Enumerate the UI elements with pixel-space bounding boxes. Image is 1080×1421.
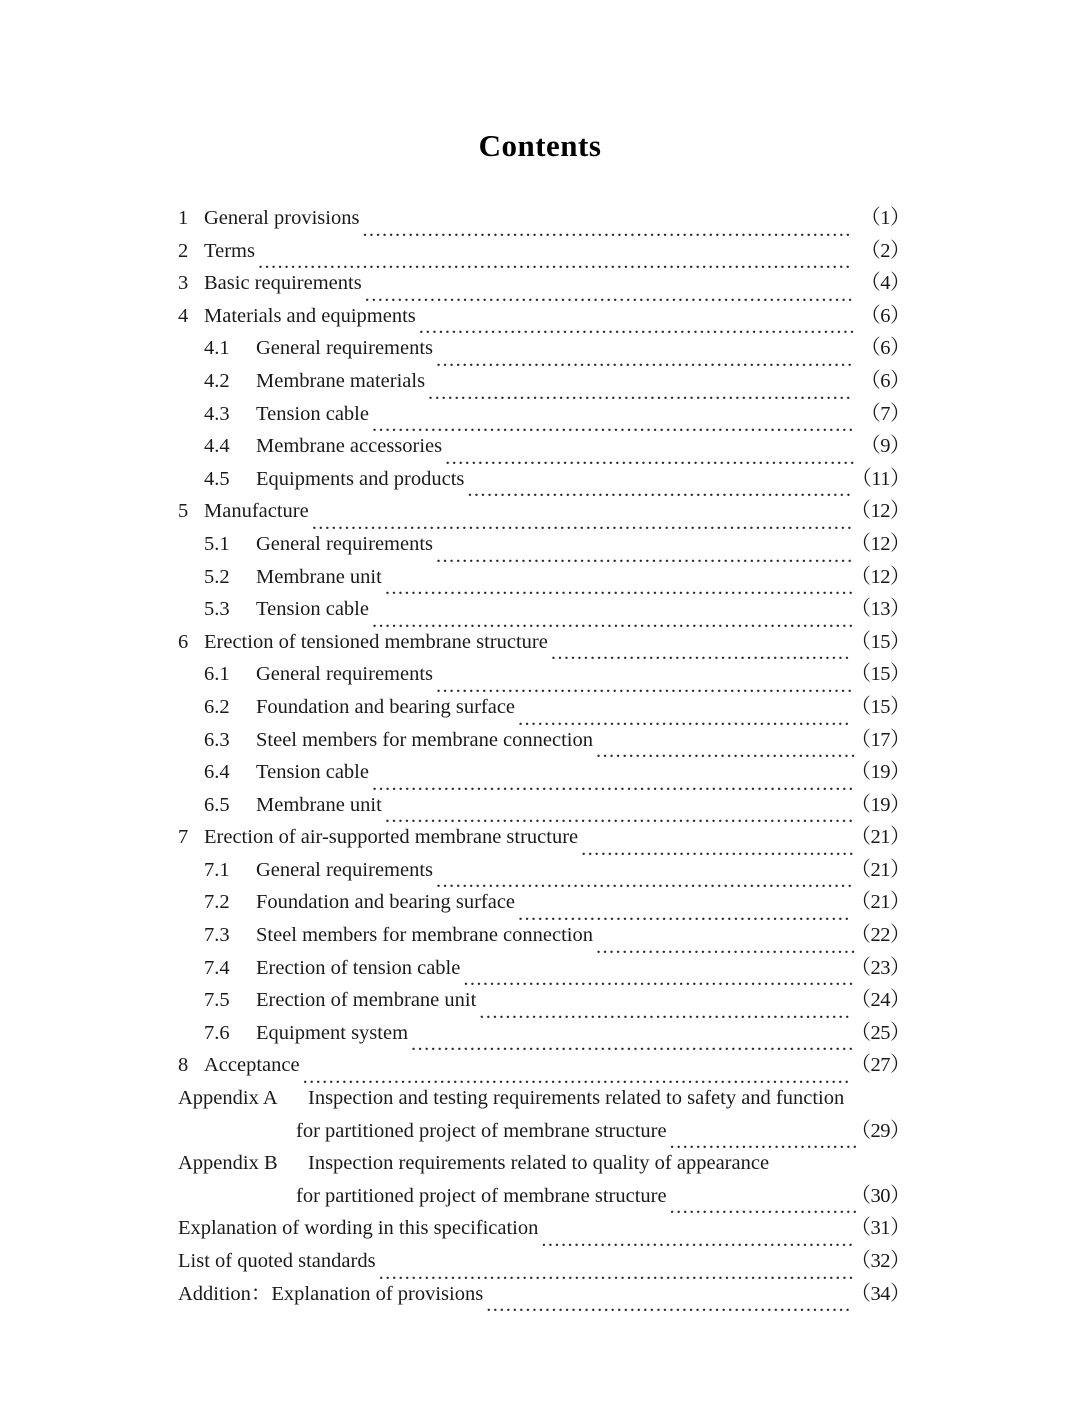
dot-leader: ........................................................ — [486, 1294, 852, 1317]
toc-entry-number: 7.4 — [204, 956, 230, 979]
toc-entry-label: Membrane unit — [256, 565, 382, 588]
toc-entry-number: 7.1 — [204, 858, 230, 881]
toc-entry-label: General requirements — [256, 858, 434, 881]
toc-entry[interactable] — [178, 593, 910, 632]
toc-entry-label: Erection of air-supported membrane structure — [204, 826, 579, 849]
toc-entry-number: 6.3 — [204, 728, 230, 751]
toc-entry-label: Erection of membrane unit — [256, 989, 477, 1012]
toc-entry-label: Materials and equipments — [204, 304, 416, 327]
toc-entry-number: 6.2 — [204, 695, 230, 718]
dot-leader: .......................................................................... — [371, 414, 855, 437]
toc-entry-number: 6.5 — [204, 793, 230, 816]
toc-entry[interactable] — [178, 398, 910, 437]
toc-entry-label: Membrane materials — [256, 369, 426, 392]
dot-leader: ......................................................................... — [378, 1261, 855, 1284]
appendix-page-number: （29） — [850, 1119, 910, 1142]
toc-entry-page-number: （21） — [850, 826, 910, 849]
toc-entry-number: 7.2 — [204, 891, 230, 914]
toc-entry-label: Membrane accessories — [256, 435, 443, 458]
toc-entry-number: 4.4 — [204, 435, 230, 458]
toc-entry-number: 7.5 — [204, 989, 230, 1012]
toc-entry-page-number: （31） — [850, 1217, 910, 1240]
toc-entry[interactable] — [178, 724, 910, 763]
toc-entry-number: 2 — [178, 239, 189, 262]
toc-entry[interactable] — [178, 854, 910, 893]
toc-entry-page-number: （15） — [850, 663, 910, 686]
page-title: Contents — [478, 128, 602, 163]
dot-leader: ................................................................ — [436, 348, 854, 371]
toc-entry-number: 8 — [178, 1054, 189, 1077]
appendix-tag: Appendix B — [178, 1152, 278, 1175]
dot-leader: ........................................ — [595, 935, 857, 958]
dot-leader: .......................................................................... — [371, 772, 855, 795]
appendix-page-number: （30） — [850, 1184, 910, 1207]
toc-entry[interactable] — [178, 789, 910, 828]
toc-entry[interactable] — [178, 1049, 910, 1089]
dot-leader: .................................................................... — [411, 1033, 855, 1056]
dot-leader: .......................................................................... — [371, 609, 855, 632]
toc-entry-page-number: （23） — [850, 956, 910, 979]
toc-entry[interactable] — [178, 267, 910, 306]
toc-entry-page-number: （6） — [860, 369, 910, 392]
toc-entry[interactable] — [178, 1245, 910, 1284]
toc-entry-number: 1 — [178, 207, 189, 229]
appendix-title-line-2: for partitioned project of membrane structure — [296, 1119, 667, 1142]
dot-leader: ................................................ — [541, 1229, 855, 1251]
dot-leader: ............................. — [669, 1196, 859, 1219]
toc-entry-number: 6.1 — [204, 663, 230, 686]
dot-leader: ................................................................ — [436, 544, 854, 567]
toc-entry[interactable] — [178, 1278, 910, 1317]
toc-entry-number: 3 — [178, 272, 189, 295]
toc-entry[interactable] — [178, 756, 910, 795]
toc-entry-page-number: （6） — [860, 337, 910, 360]
toc-entry-page-number: （2） — [860, 239, 910, 262]
dot-leader: ............................. — [669, 1131, 859, 1154]
toc-entry[interactable] — [178, 886, 910, 926]
toc-entry[interactable] — [178, 821, 910, 860]
dot-leader: .................................................................................... — [302, 1066, 851, 1089]
dot-leader: ........................................................................ — [384, 805, 855, 828]
appendix-tag: Appendix A — [178, 1087, 278, 1110]
toc-entry-page-number: （34） — [850, 1282, 910, 1305]
dot-leader: .............................................. — [550, 642, 851, 665]
toc-entry-number: 4.1 — [204, 337, 230, 360]
toc-entry-label: Steel members for membrane connection — [256, 924, 593, 947]
toc-entry[interactable] — [178, 430, 910, 469]
toc-entry[interactable] — [178, 365, 910, 404]
toc-entry[interactable] — [178, 1017, 910, 1056]
toc-entry[interactable] — [178, 561, 910, 600]
toc-entry-number: 7.3 — [204, 924, 230, 947]
toc-entry-label: Steel members for membrane connection — [256, 728, 593, 751]
dot-leader: ................................................................ — [436, 674, 854, 697]
dot-leader: ................................................... — [518, 903, 851, 926]
appendix-title-line-1: Inspection and testing requirements related to safety and function — [308, 1087, 845, 1110]
toc-entry-page-number: （9） — [860, 435, 910, 458]
toc-entry-label: General requirements — [256, 663, 434, 686]
toc-entry-label: Tension cable — [256, 598, 369, 621]
toc-entry-page-number: （27） — [850, 1054, 910, 1077]
toc-entry[interactable] — [178, 332, 910, 371]
toc-entry[interactable] — [178, 658, 910, 697]
toc-entry[interactable] — [178, 626, 910, 665]
toc-entry-number: 4.3 — [204, 402, 230, 425]
toc-entry-page-number: （25） — [850, 1021, 910, 1044]
dot-leader: ........................................................................................... — [257, 251, 852, 274]
toc-entry-page-number: （15） — [850, 630, 910, 653]
toc-entry-label: Membrane unit — [256, 793, 382, 816]
toc-entry-label: Foundation and bearing surface — [256, 891, 516, 914]
toc-entry-number: 5 — [178, 500, 189, 523]
toc-entry-number: 6 — [178, 630, 189, 653]
toc-entry-page-number: （21） — [850, 891, 910, 914]
toc-entry[interactable] — [178, 463, 910, 502]
dot-leader: ........................................ — [595, 740, 857, 763]
toc-entry-number: 6.4 — [204, 761, 230, 784]
toc-entry-number: 5.2 — [204, 565, 230, 588]
toc-entry-label: General provisions — [204, 207, 360, 229]
toc-entry-label: General requirements — [256, 337, 434, 360]
toc-entry-label: Explanation of wording in this specification — [178, 1217, 539, 1240]
dot-leader: ........................................................................ — [384, 577, 855, 600]
toc-entry[interactable] — [178, 495, 910, 534]
toc-entry-number: 4.5 — [204, 467, 230, 490]
toc-entry-label: Acceptance — [204, 1054, 300, 1077]
appendix-entry[interactable] — [178, 1082, 910, 1154]
toc-entry-number: 7.6 — [204, 1021, 230, 1044]
toc-entry-number: 4.2 — [204, 369, 230, 392]
toc-entry-page-number: （11） — [851, 467, 910, 490]
toc-entry-label: Equipments and products — [256, 467, 465, 490]
dot-leader: ................................................................... — [418, 316, 856, 339]
toc-entry[interactable] — [178, 691, 910, 730]
toc-entry-number: 5.1 — [204, 532, 230, 555]
toc-entry-page-number: （24） — [850, 989, 910, 1012]
toc-entry-label: Manufacture — [204, 500, 309, 523]
toc-entry-page-number: （13） — [850, 598, 910, 621]
toc-entry-label: Terms — [204, 239, 255, 262]
toc-entry-page-number: （6） — [860, 304, 910, 327]
toc-entry-page-number: （19） — [850, 793, 910, 816]
toc-entry-label: Addition：Explanation of provisions — [178, 1282, 484, 1305]
dot-leader: ......................................................... — [479, 1000, 852, 1023]
appendix-title-line-2: for partitioned project of membrane structure — [296, 1184, 667, 1207]
toc-entry-list — [178, 202, 910, 1317]
toc-entry-page-number: （7） — [860, 402, 910, 425]
toc-entry-number: 7 — [178, 826, 189, 849]
toc-entry-page-number: （15） — [850, 695, 910, 718]
toc-entry[interactable] — [178, 300, 910, 339]
toc-entry[interactable] — [178, 919, 910, 958]
dot-leader: ........................................................................... — [362, 218, 852, 241]
dot-leader: ............................................................ — [463, 968, 855, 991]
toc-entry-label: Tension cable — [256, 761, 369, 784]
toc-entry-label: Foundation and bearing surface — [256, 695, 516, 718]
toc-entry-page-number: （12） — [850, 565, 910, 588]
toc-entry-page-number: （17） — [850, 728, 910, 751]
appendix-title-line-1: Inspection requirements related to quality of appearance — [308, 1152, 770, 1175]
toc-entry-page-number: （32） — [850, 1250, 910, 1272]
toc-entry-label: General requirements — [256, 532, 434, 555]
toc-entry-label: Erection of tension cable — [256, 956, 461, 979]
dot-leader: ........................................................... — [467, 479, 853, 502]
toc-entry-label: Equipment system — [256, 1021, 409, 1044]
toc-entry-page-number: （4） — [860, 272, 910, 295]
toc-entry-page-number: （12） — [850, 500, 910, 523]
toc-entry[interactable] — [178, 202, 910, 241]
appendix-entry[interactable] — [178, 1147, 910, 1219]
toc-entry-label: List of quoted standards — [178, 1250, 376, 1272]
toc-entry-label: Tension cable — [256, 402, 369, 425]
toc-entry-page-number: （1） — [860, 207, 910, 229]
toc-entry[interactable] — [178, 952, 910, 991]
toc-entry-page-number: （19） — [850, 761, 910, 784]
toc-entry-number: 5.3 — [204, 598, 230, 621]
toc-entry-page-number: （12） — [850, 532, 910, 555]
dot-leader: ............................................................... — [445, 446, 857, 469]
dot-leader: ................................................................................... — [311, 511, 854, 534]
toc-entry-page-number: （21） — [850, 858, 910, 881]
toc-entry[interactable] — [178, 235, 910, 274]
dot-leader: ........................................................................... — [364, 283, 855, 306]
toc-entry-number: 4 — [178, 304, 189, 327]
dot-leader: .......................................... — [581, 837, 856, 860]
dot-leader: ................................................................ — [436, 870, 854, 893]
toc-entry[interactable] — [178, 1212, 910, 1251]
toc-entry-page-number: （22） — [850, 924, 910, 947]
toc-entry-label: Basic requirements — [204, 272, 362, 295]
toc-entry-label: Erection of tensioned membrane structure — [204, 630, 548, 653]
toc-entry[interactable] — [178, 528, 910, 567]
dot-leader: ................................................... — [518, 707, 851, 730]
toc-entry[interactable] — [178, 984, 910, 1023]
dot-leader: ................................................................. — [428, 381, 853, 404]
